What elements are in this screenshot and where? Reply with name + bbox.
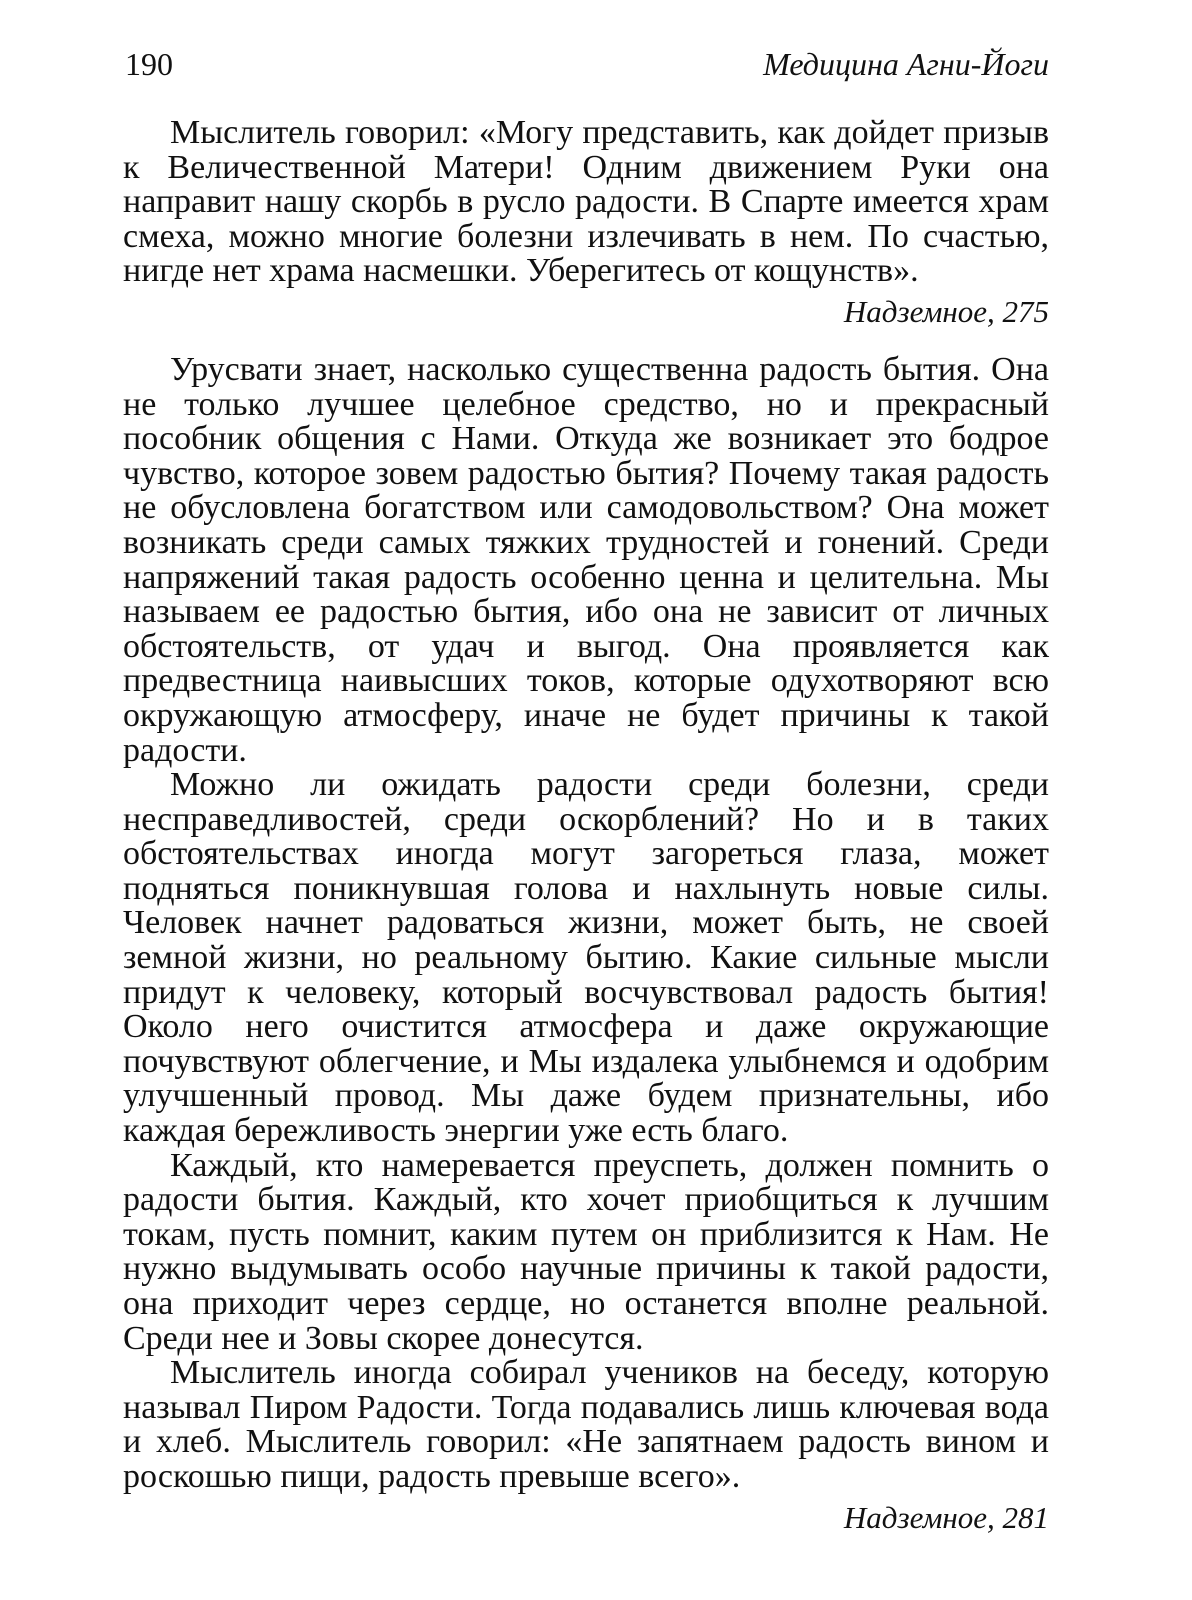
page-number: 190 [125, 46, 173, 82]
paragraph: Мыслитель говорил: «Могу представить, как дойдет призыв к Величественной Матери! Одним движением Руки она направит нашу скорбь в русло радости. В Спарте имеется храм смеха, можно многие болезни излечивать в нем. По счастью, нигде нет храма насмешки. Уберегитесь от кощунств». [123, 114, 1049, 290]
running-head [123, 40, 1049, 88]
paragraph: Мыслитель иногда собирал учеников на беседу, которую называл Пиром Радости. Тогда подавались лишь ключевая вода и хлеб. Мыслитель говорил: «Не запятнаем радость вином и роскошью пищи, радость превыше всего». [123, 1354, 1049, 1495]
paragraph: Каждый, кто намеревается преуспеть, должен помнить о радости бытия. Каждый, кто хочет приобщиться к лучшим токам, пусть помнит, каким путем он приблизится к Нам. Не нужно выдумывать особо научные причины к такой радости, она приходит через сердце, но останется вполне реальной. Среди нее и Зовы скорее донесутся. [123, 1146, 1049, 1357]
paragraph: Можно ли ожидать радости среди болезни, среди несправедливостей, среди оскорблений? Но и в таких обстоятельствах иногда могут загореться глаза, может подняться поникнувшая голова и нахлынуть новые силы. Человек начнет радоваться жизни, может быть, не своей земной жизни, но реальному бытию. Какие сильные мысли придут к человеку, который восчувствовал радость бытия! Около него очистится атмосфера и даже окружающие почувствуют облегчение, и Мы издалека улыбнемся и одобрим улучшенный провод. Мы даже будем признательны, ибо каждая бережливость энергии уже есть благо. [123, 766, 1049, 1150]
source-citation: Надземное, 275 [843, 293, 1049, 329]
body-text [123, 116, 1049, 1537]
source-citation: Надземное, 281 [843, 1499, 1049, 1535]
paragraph: Урусвати знает, насколько существенна радость бытия. Она не только лучшее целебное средство, но и прекрасный пособник общения с Нами. Откуда же возникает это бодрое чувство, которое зовем радостью бытия? Почему такая радость не обусловлена богатством или самодовольством? Она может возникать среди самых тяжких трудностей и гонений. Среди напряжений такая радость особенно ценна и целительна. Мы называем ее радостью бытия, ибо она не зависит от личных обстоятельств, от удач и выгод. Она проявляется как предвестница наивысших токов, которые одухотворяют всю окружающую атмосферу, иначе не будет причины к такой радости. [123, 350, 1049, 769]
book-title: Медицина Агни-Йоги [763, 46, 1049, 82]
book-page [123, 40, 1049, 1537]
